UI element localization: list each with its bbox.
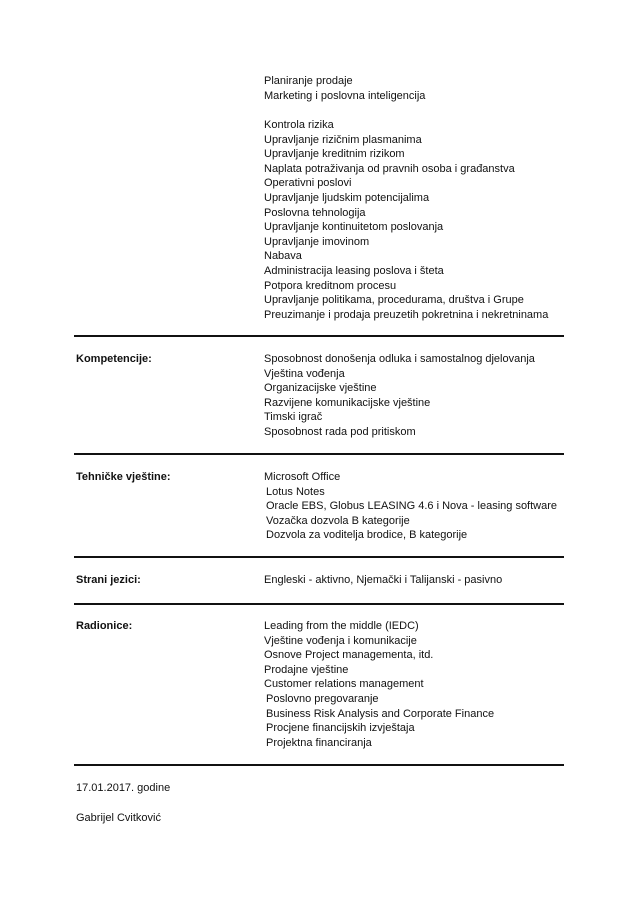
list-item: Engleski - aktivno, Njemački i Talijanski - pasivno	[264, 574, 503, 586]
list-item: Microsoft Office	[264, 471, 341, 483]
list-item: Vještine vođenja i komunikacije	[264, 634, 417, 647]
radionice-list	[264, 619, 494, 750]
list-item: Poslovna tehnologija	[264, 206, 366, 219]
list-item: Upravljanje kreditnim rizikom	[264, 148, 405, 161]
list-item: Leading from the middle (IEDC)	[264, 620, 419, 632]
section-divider	[74, 603, 564, 605]
document-date: 17.01.2017. godine	[76, 782, 171, 794]
tehnicke-list	[264, 470, 557, 543]
list-item: Projektna financiranja	[266, 736, 372, 749]
list-item: Preuzimanje i prodaja preuzetih pokretnina i nekretninama	[264, 308, 549, 321]
section-divider	[74, 556, 564, 558]
list-item: Lotus Notes	[266, 485, 325, 498]
list-item: Prodajne vještine	[264, 663, 349, 676]
list-item: Naplata potraživanja od pravnih osoba i građanstva	[264, 162, 515, 175]
list-item: Sposobnost rada pod pritiskom	[264, 425, 416, 438]
list-item: Poslovno pregovaranje	[266, 692, 379, 705]
top-list-a	[264, 74, 425, 103]
section-divider	[74, 335, 564, 337]
list-item: Operativni poslovi	[264, 177, 352, 190]
list-item: Customer relations management	[264, 678, 424, 691]
list-item: Dozvola za voditelja brodice, B kategorije	[266, 529, 468, 542]
signature-name: Gabrijel Cvitković	[76, 812, 161, 824]
section-label-radionice: Radionice:	[76, 620, 133, 632]
list-item: Razvijene komunikacijske vještine	[264, 396, 431, 409]
list-item: Vještina vođenja	[264, 367, 345, 380]
jezici-list	[264, 573, 502, 588]
list-item: Procjene financijskih izvještaja	[266, 722, 415, 735]
kompetencije-list	[264, 352, 535, 440]
list-item: Upravljanje imovinom	[264, 235, 370, 248]
list-item: Business Risk Analysis and Corporate Finance	[266, 707, 495, 720]
list-item: Marketing i poslovna inteligencija	[264, 89, 426, 102]
list-item: Vozačka dozvola B kategorije	[266, 514, 410, 527]
list-item: Upravljanje rizičnim plasmanima	[264, 133, 422, 146]
list-item: Nabava	[264, 250, 302, 263]
list-item: Timski igrač	[264, 411, 323, 424]
list-item: Kontrola rizika	[264, 119, 334, 131]
top-list-b	[264, 118, 548, 322]
list-item: Osnove Project managementa, itd.	[264, 649, 434, 662]
list-item: Oracle EBS, Globus LEASING 4.6 i Nova - leasing software	[266, 500, 558, 513]
list-item: Organizacijske vještine	[264, 382, 377, 395]
list-item: Planiranje prodaje	[264, 75, 353, 87]
list-item: Upravljanje politikama, procedurama, društva i Grupe	[264, 294, 524, 307]
section-divider	[74, 453, 564, 455]
list-item: Sposobnost donošenja odluka i samostalnog djelovanja	[264, 353, 535, 365]
section-divider	[74, 764, 564, 766]
section-label-kompetencije: Kompetencije:	[76, 353, 152, 365]
section-label-jezici: Strani jezici:	[76, 574, 141, 586]
list-item: Potpora kreditnom procesu	[264, 279, 397, 292]
list-item: Upravljanje kontinuitetom poslovanja	[264, 221, 444, 234]
list-item: Upravljanje ljudskim potencijalima	[264, 191, 430, 204]
section-label-tehnicke: Tehničke vještine:	[76, 471, 171, 483]
list-item: Administracija leasing poslova i šteta	[264, 264, 444, 277]
